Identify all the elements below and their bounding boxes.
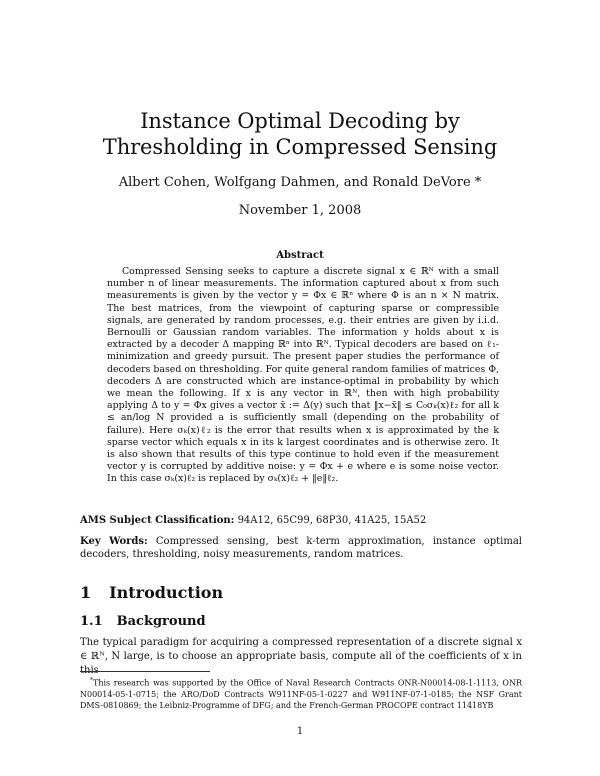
subsection-heading bbox=[80, 614, 206, 629]
subsection-number: 1.1 bbox=[80, 614, 103, 629]
abstract-heading: Abstract bbox=[276, 250, 324, 261]
ams-classification bbox=[80, 514, 520, 527]
footnote-text: This research was supported by the Office of Naval Research Contracts ONR-N00014-08-1-1113, ONR N00014-05-1-0715; the ARO/DoD Contracts W911NF-05-1-0227 and W911NF-07-1-0185; the NSF Grant DMS-0810869; the Leibniz-Programme of DFG; and the French-German PROCOPE contract 11418YB bbox=[80, 678, 522, 710]
keywords-label: Key Words: bbox=[80, 536, 148, 547]
keywords-text: Compressed sensing, best k-term approximation, instance optimal decoders, thresholding, noisy measurements, random matrices. bbox=[80, 536, 522, 560]
ams-codes: 94A12, 65C99, 68P30, 41A25, 15A52 bbox=[237, 515, 427, 526]
footnote bbox=[80, 675, 522, 711]
paper-title: Instance Optimal Decoding by Thresholding in Compressed Sensing bbox=[102, 109, 498, 159]
section-heading bbox=[80, 583, 223, 602]
publication-date: November 1, 2008 bbox=[238, 203, 362, 218]
ams-label: AMS Subject Classification: bbox=[80, 515, 235, 526]
intro-paragraph: The typical paradigm for acquiring a compressed representation of a discrete signal x ∈ ℝᴺ, N large, is to choose an appropriate basis, compute all of the coefficients of x in this bbox=[80, 637, 522, 676]
subsection-title: Background bbox=[116, 614, 206, 629]
author-list: Albert Cohen, Wolfgang Dahmen, and Ronald DeVore * bbox=[118, 175, 482, 190]
page-number: 1 bbox=[296, 726, 304, 737]
section-title: Introduction bbox=[109, 583, 224, 602]
abstract-text: Compressed Sensing seeks to capture a discrete signal x ∈ ℝᴺ with a small number n of linear measurements. The information captured about x from such measurements is given by the vector y = Φx ∈ ℝⁿ where Φ is an n × N matrix. The best matrices, from the viewpoint of capturing sparse or compressible signals, are generated by random processes, e.g. their entries are given by i.i.d. Bernoulli or Gaussian random variables. The information y holds about x is extracted by a decoder Δ mapping ℝⁿ into ℝᴺ. Typical decoders are based on ℓ₁-minimization and greedy pursuit. The present paper studies the performance of decoders based on thresholding. For quite general random families of matrices Φ, decoders Δ are constructed which are instance-optimal in probability by which we mean the following. If x is any vector in ℝᴺ, then with high probability applying Δ to y = Φx gives a vector x̄ := Δ(y) such that ‖x−x̄‖ ≤ C₀σₖ(x)ℓ₂ for all k ≤ an/log N provided a is sufficiently small (depending on the probability of failure). Here σₖ(x)ℓ₂ is the error that results when x is approximated by the k sparse vector which equals x in its k largest coordinates and is otherwise zero. It is also shown that results of this type continue to hold even if the measurement vector y is corrupted by additive noise: y = Φx + e where e is some noise vector. In this case σₖ(x)ℓ₂ is replaced by σₖ(x)ℓ₂ + ‖e‖ℓ₂. bbox=[107, 266, 499, 485]
section-number: 1 bbox=[80, 583, 92, 602]
key-words bbox=[80, 535, 522, 561]
footnote-rule bbox=[80, 671, 210, 672]
footnote-mark: * bbox=[90, 677, 93, 684]
